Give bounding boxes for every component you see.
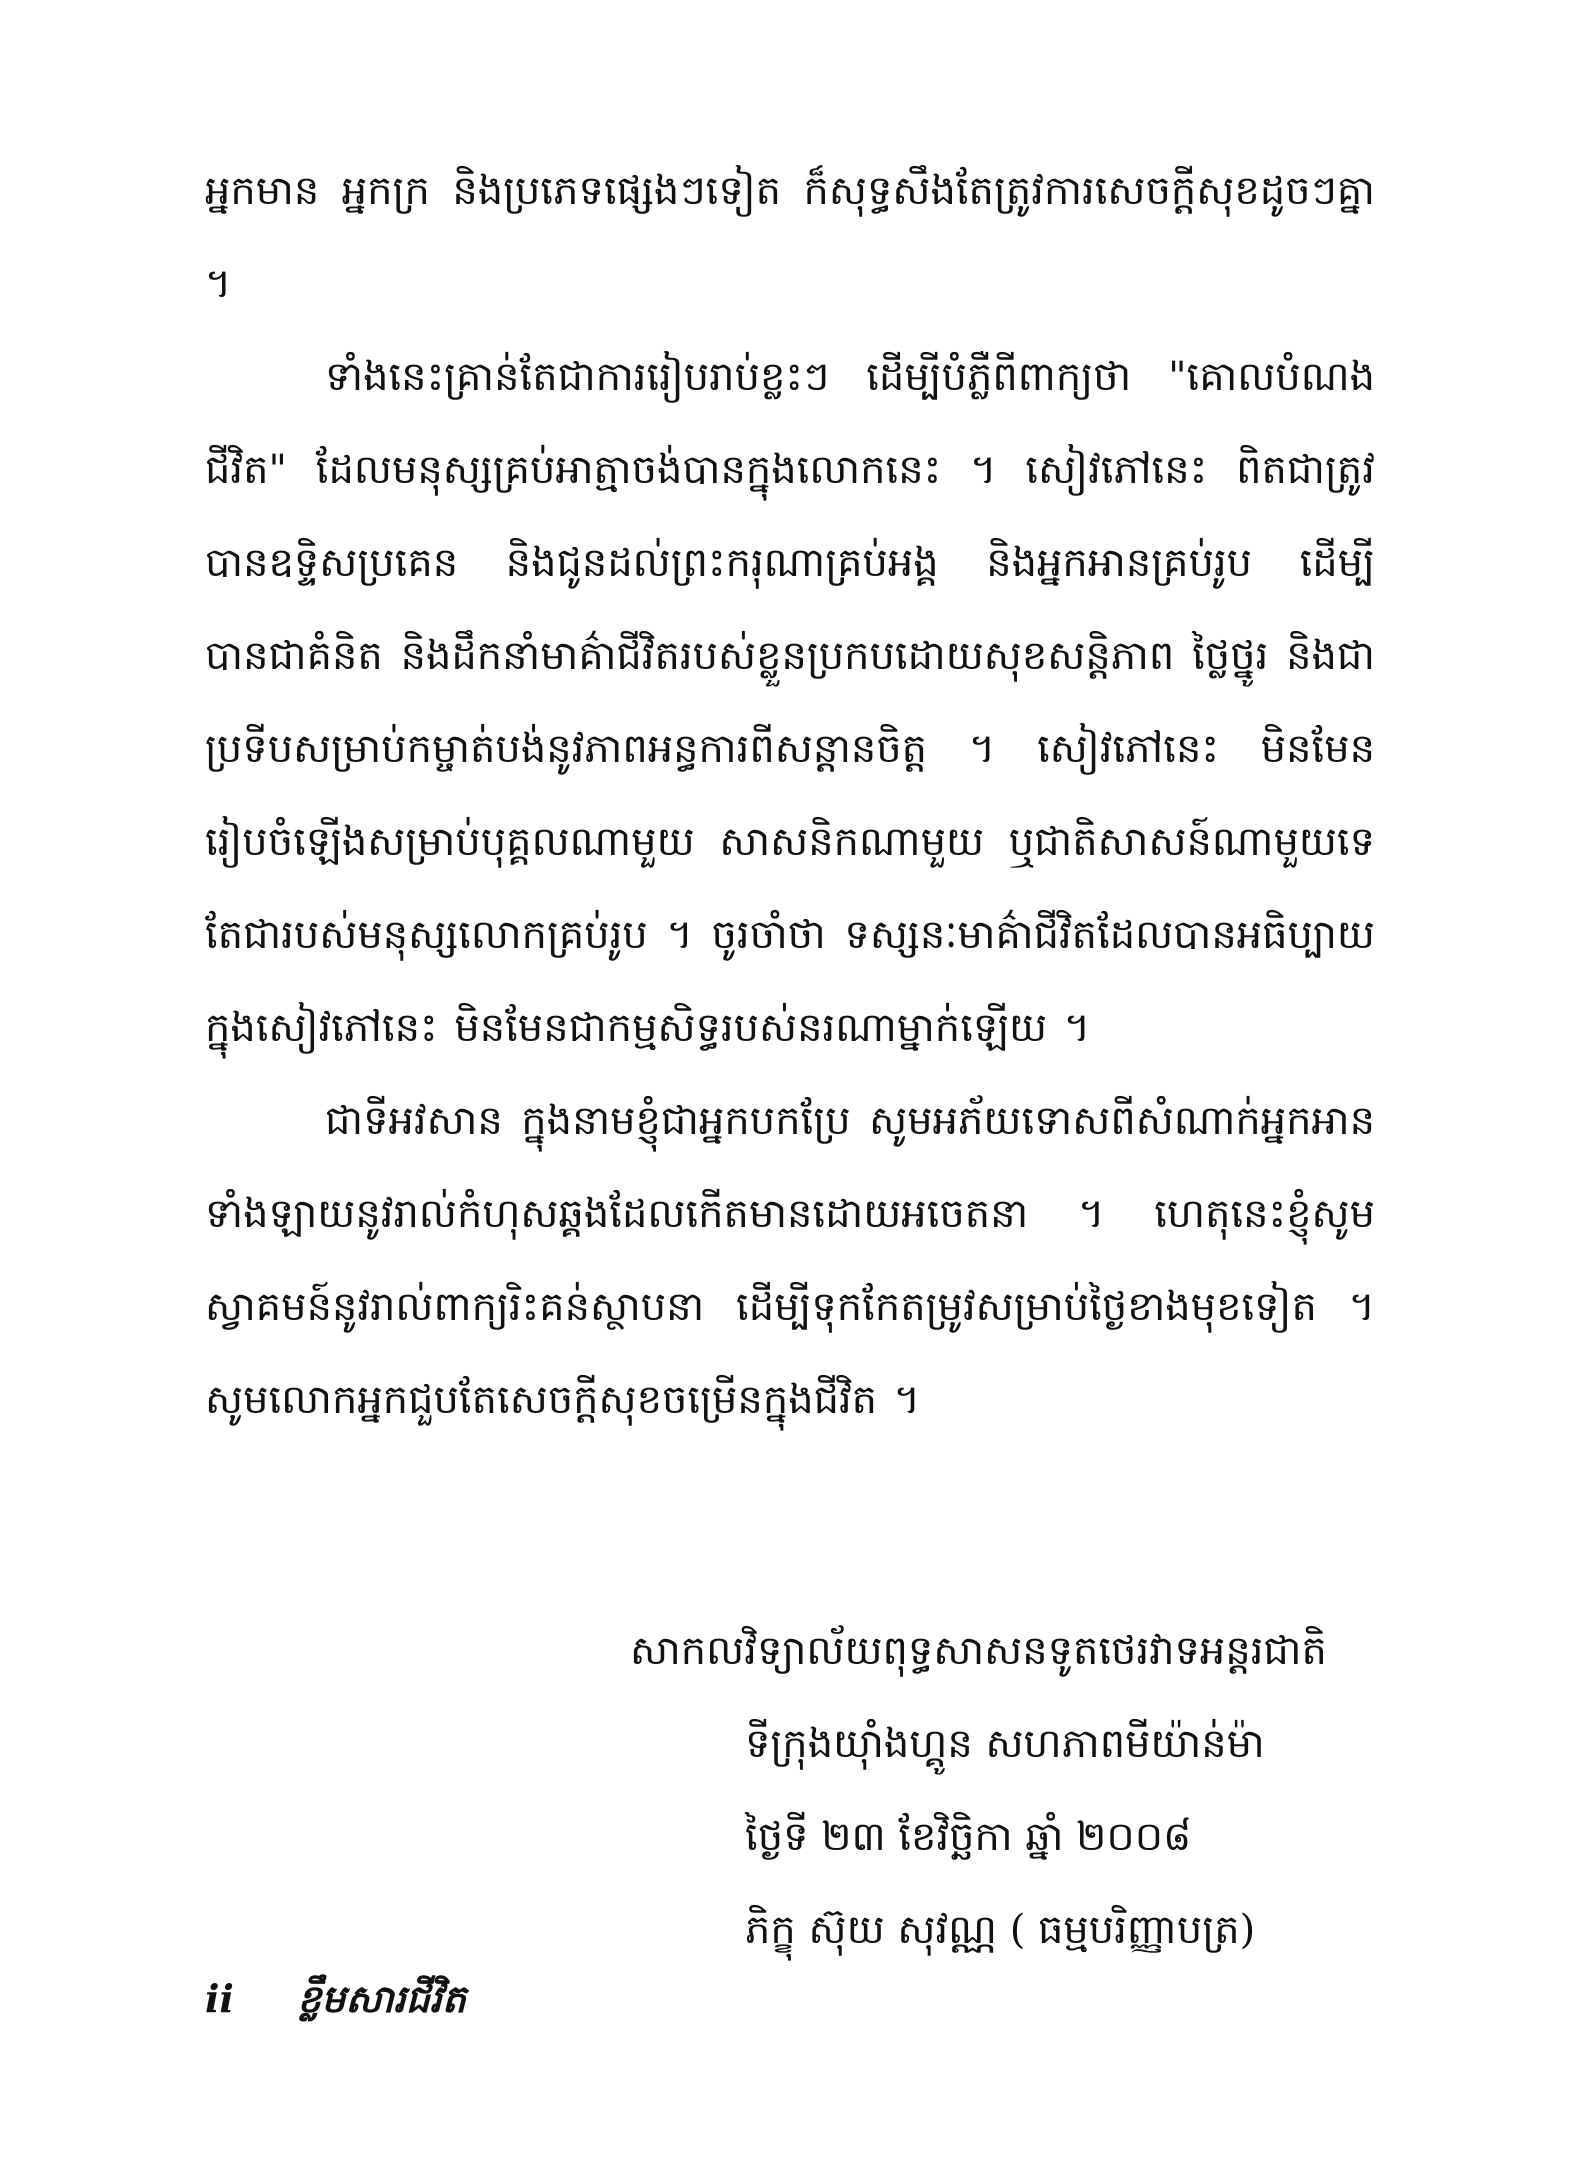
signature-date: ថ្ងៃទី ២៣ ខែវិច្ឆិកា ឆ្នាំ ២០០៨ bbox=[745, 1814, 1192, 1860]
page-number: ii bbox=[205, 1976, 234, 2021]
signature-block bbox=[0, 1605, 1573, 1977]
paragraph-purpose: ទាំងនេះគ្រាន់តែជាការរៀបរាប់ខ្លះៗ ដើម្បីបំភ្លឺពីពាក្យថា "គោលបំណងជីវិត" ដែលមនុស្សគ្រប់អាត្មាចង់បានក្នុងលោកនេះ ។ សៀវភៅនេះ ពិតជាត្រូវបានឧទ្ទិសប្រគេន និងជូនដល់ព្រះករុណាគ្រប់អង្គ និងអ្នកអានគ្រប់រូប ដើម្បីបានជាគំនិត និងដឹកនាំមាគ៌ាជីវិតរបស់ខ្លួនប្រកបដោយសុខសន្តិភាព ថ្លៃថ្នូរ និងជាប្រទីបសម្រាប់កម្ចាត់បង់នូវភាពអន្ធការពីសន្តានចិត្ត ។ សៀវភៅនេះ មិនមែនរៀបចំឡើងសម្រាប់បុគ្គលណាមួយ សាសនិកណាមួយ ឬជាតិសាសន៍ណាមួយទេ តែជារបស់មនុស្សលោកគ្រប់រូប ។ ចូរចាំថា ទស្សនៈមាគ៌ាជីវិតដែលបានអធិប្បាយក្នុងសៀវភៅនេះ មិនមែនជាកម្មសិទ្ធរបស់នរណាម្នាក់ឡើយ ។ bbox=[205, 354, 1375, 1051]
signature-university: សាកលវិទ្យាល័យពុទ្ធសាសនទូតថេរវាទអន្តរជាតិ bbox=[630, 1628, 1327, 1674]
paragraph-continuation: អ្នកមាន អ្នកក្រ និងប្រភេទផ្សេងៗទៀត ក៏សុទ្ធសឹងតែត្រូវការសេចក្តីសុខដូចៗគ្នា ។ bbox=[205, 168, 1375, 307]
body-text bbox=[205, 145, 1375, 1447]
signature-location: ទីក្រុងយ៉ាំងហ្គូន សហភាពមីយ៉ាន់ម៉ា bbox=[745, 1721, 1265, 1767]
page-footer bbox=[205, 1975, 466, 2031]
signature-author: ភិក្ខុ ស៊ុយ សុវណ្ណ ( ធម្មបរិញ្ញាបត្រ) bbox=[745, 1907, 1256, 1953]
paragraph-closing: ជាទីអវសាន ក្នុងនាមខ្ញុំជាអ្នកបកប្រែ សូមអភ័យទោសពីសំណាក់អ្នកអានទាំងឡាយនូវរាល់កំហុសឆ្គងដែលកើតមានដោយអចេតនា ។ ហេតុនេះខ្ញុំសូមស្វាគមន៍នូវរាល់ពាក្យរិះគន់ស្ថាបនា ដើម្បីទុកកែតម្រូវសម្រាប់ថ្ងៃខាងមុខទៀត ។ សូមលោកអ្នកជួបតែសេចក្តីសុខចម្រើនក្នុងជីវិត ។ bbox=[205, 1098, 1375, 1423]
book-title: ខ្លឹមសារជីវិត bbox=[297, 1976, 466, 2021]
